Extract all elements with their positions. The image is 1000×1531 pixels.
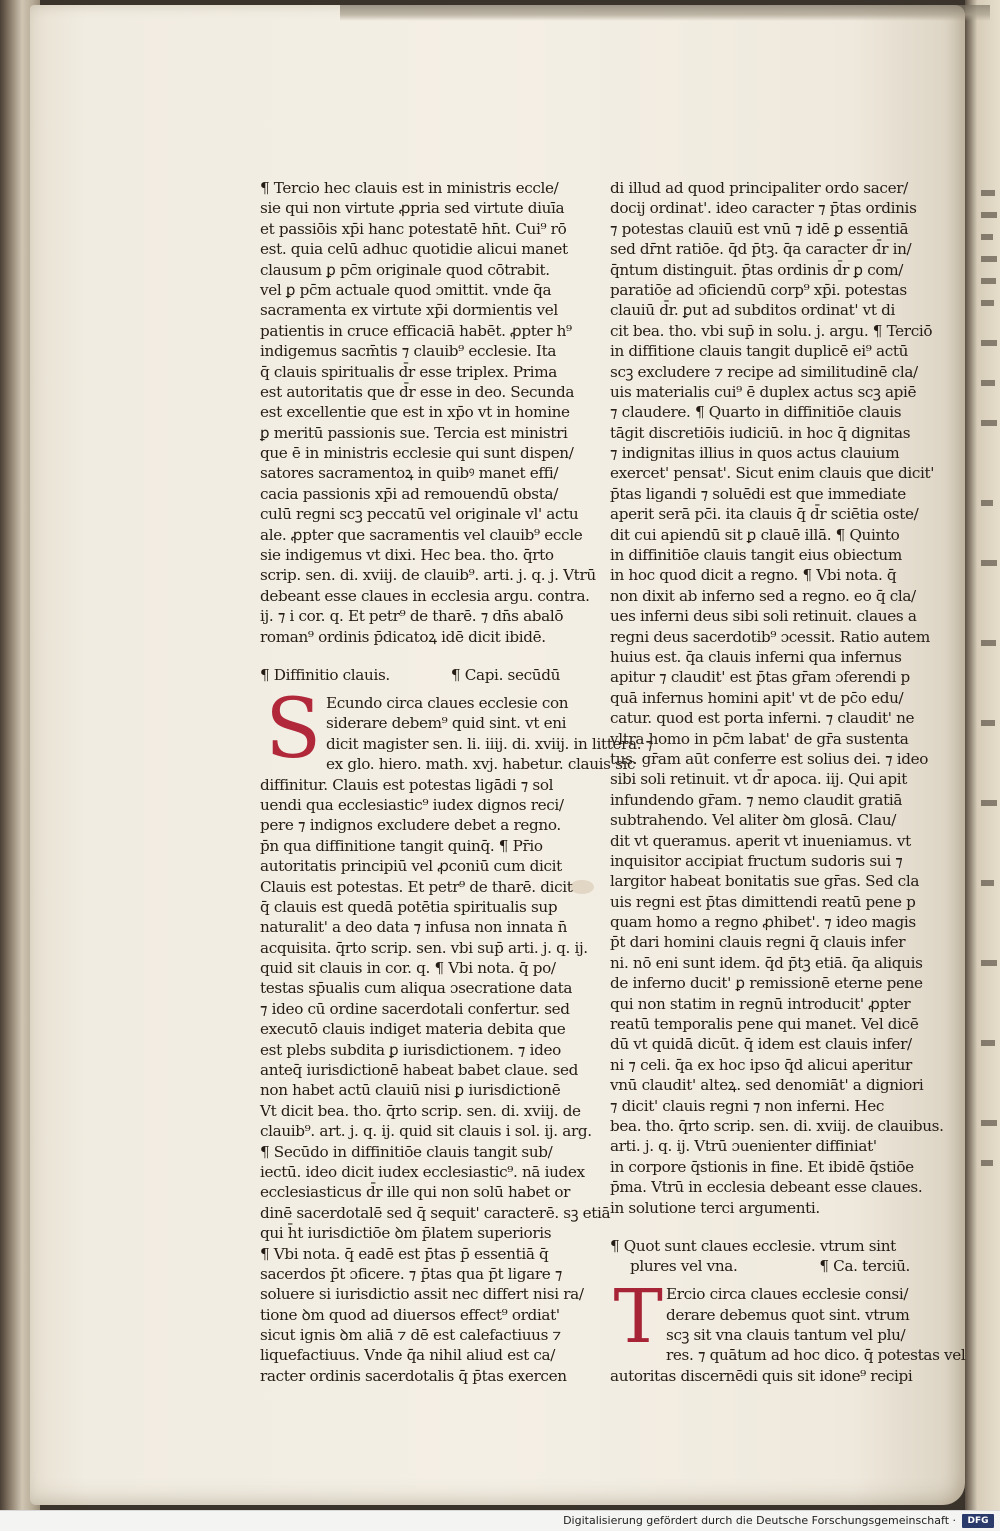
text-line: ⁊ claudere. ¶ Quarto in diffinitiōe clauis <box>610 403 902 422</box>
text-line: ¶ Secūdo in diffinitiōe clauis tangit sub/ <box>260 1142 553 1161</box>
text-line: in corpore q̄stionis in fine. Et ibidē q̄stiōe <box>610 1157 914 1176</box>
text-line: largitor habeat bonitatis sue gr̄as. Sed cla <box>610 872 920 891</box>
text-line: exercet' pensat'. Sicut enim clauis que dicit' <box>610 464 935 483</box>
text-line: qui non statim in regnū introducit' ꝓpter <box>610 994 911 1013</box>
text-line: que ē in ministris ecclesie qui sunt dispen/ <box>260 444 574 463</box>
funding-notice: Digitalisierung gefördert durch die Deutsche Forschungsgemeinschaft · <box>563 1514 956 1527</box>
text-line: ues inferni deus sibi soli retinuit. claues a <box>610 607 917 626</box>
right-column <box>610 178 966 1386</box>
text-line: p̄t dari homini clauis regni q̄ clauis infer <box>610 933 906 952</box>
text-line: huius est. q̄a clauis inferni qua infernus <box>610 647 902 666</box>
text-line: p̄n qua diffinitione tangit quinq̄. ¶ Pr̄io <box>260 836 543 855</box>
text-line: bea. tho. q̄rto scrip. sen. di. xviij. de clauibus. <box>610 1116 944 1135</box>
left-para2 <box>260 681 653 1386</box>
text-line: dit vt queramus. aperit vt inueniamus. vt <box>610 831 911 850</box>
heading-title: ¶ Quot sunt claues ecclesie. vtrum sint <box>610 1236 896 1255</box>
text-line: tione ꝺm quod ad diuersos effect⁹ ordiat' <box>260 1305 560 1324</box>
text-line: regni deus sacerdotib⁹ ɔcessit. Ratio autem <box>610 627 930 646</box>
chapter-label: ¶ Ca. terciū. <box>819 1257 910 1276</box>
text-line: diffinitur. Clauis est potestas ligādi ⁊ sol <box>260 775 554 794</box>
dfg-logo: DFG <box>962 1514 994 1528</box>
text-line: aperit serā pc̄i. ita clauis q̄ d̄r sciētia oste/ <box>610 505 919 524</box>
heading-row <box>610 1256 910 1278</box>
section-heading <box>260 665 560 687</box>
text-line: uendi qua ecclesiastic⁹ iudex dignos reci/ <box>260 795 564 814</box>
text-line: ex glo. hiero. math. xvj. habetur. clauis sic <box>326 755 636 774</box>
heading-title: ¶ Diffinitio clauis. <box>260 665 390 684</box>
text-line: in solutione terci argumenti. <box>610 1198 820 1217</box>
text-line: ale. ꝓpter que sacramentis vel clauib⁹ eccle <box>260 525 583 544</box>
text-line: dinē sacerdotalē sed q̄ sequit' caracterē. sꝫ etiā <box>260 1203 611 1222</box>
text-line: scꝫ excludere ⁊ recipe ad similitudinē cla/ <box>610 362 918 381</box>
text-line: indigemus sacm̄tis ⁊ clauib⁹ ecclesie. Ita <box>260 342 557 361</box>
right-para2 <box>610 1274 966 1386</box>
text-line: quam homo a regno ꝓhibet'. ⁊ ideo magis <box>610 913 916 932</box>
text-line: ⁊ potestas clauiū est vnū ⁊ idē ꝑ essentiā <box>610 219 909 238</box>
text-line: q̄ntum distinguit. p̄tas ordinis d̄r ꝑ com/ <box>610 260 904 279</box>
text-line: scꝫ sit vna clauis tantum vel plu/ <box>666 1326 906 1345</box>
text-line: sacerdos p̄t ɔficere. ⁊ p̄tas qua p̄t ligare ⁊ <box>260 1264 563 1283</box>
text-line: infundendo gr̄am. ⁊ nemo claudit gratiā <box>610 790 903 809</box>
text-line: siderare debem⁹ quid sint. vt eni <box>326 714 567 733</box>
text-line: sie indigemus vt dixi. Hec bea. tho. q̄rto <box>260 546 554 565</box>
page-top-edge <box>340 5 990 21</box>
text-line: reatū temporalis pene qui manet. Vel dicē <box>610 1015 919 1034</box>
text-line: docij ordinat'. ideo caracter ⁊ p̄tas ordinis <box>610 199 917 218</box>
text-line: scrip. sen. di. xviij. de clauib⁹. arti. j. q. j. Vtrū <box>260 566 596 585</box>
text-line: patientis in cruce efficaciā habēt. ꝓpter h⁹ <box>260 321 572 340</box>
text-line: naturalit' a deo data ⁊ infusa non innata n̄ <box>260 918 568 937</box>
text-line: clausum ꝑ pc̄m originale quod cōtrabit. <box>260 260 550 279</box>
text-line: in diffitione clauis tangit duplicē ei⁹ actū <box>610 342 909 361</box>
text-line: est excellentie que est in xp̄o vt in homine <box>260 403 570 422</box>
text-line: quā infernus homini apit' vt de pc̄o edu/ <box>610 688 904 707</box>
text-line: vel ꝑ pc̄m actuale quod ɔmittit. vnde q̄a <box>260 280 552 299</box>
left-para1 <box>260 178 596 647</box>
text-line: satores sacramentoꝝ in quibꝰ manet effi/ <box>260 464 559 483</box>
text-line: clauib⁹. art. j. q. ij. quid sit clauis i sol. ij. arg. <box>260 1122 592 1141</box>
text-line: culū regni scꝫ peccatū vel originale vl' actu <box>260 505 579 524</box>
text-line: ꝑ meritū passionis sue. Tercia est ministri <box>260 423 568 442</box>
text-line: liquefactiuus. Vnde q̄a nihil aliud est ca/ <box>260 1346 556 1365</box>
text-line: ¶ Vbi nota. q̄ eadē est p̄tas p̄ essentiā q̄ <box>260 1244 549 1263</box>
text-line: Vt dicit bea. tho. q̄rto scrip. sen. di. xviij. de <box>260 1101 581 1120</box>
heading-title-cont: plures vel vna. <box>630 1257 738 1276</box>
text-line: sie qui non virtute ꝓpria sed virtute diuīa <box>260 199 565 218</box>
text-line: cit bea. tho. vbi sup̄ in solu. j. argu. ¶ Terciō <box>610 321 933 340</box>
text-line: Clauis est potestas. Et petr⁹ de tharē. dicit <box>260 877 573 896</box>
text-line: soluere si iurisdictio assit nec differt nisi ra/ <box>260 1285 584 1304</box>
paper-stain <box>570 880 594 894</box>
text-line: sed dr̄nt ratiōe. q̄d p̄tꝫ. q̄a caracter d̄r in/ <box>610 240 912 259</box>
text-line: q̄ clauis spiritualis d̄r esse triplex. Prima <box>260 362 557 381</box>
text-line: tāgit discretiōis iudiciū. in hoc q̄ dignitas <box>610 423 911 442</box>
text-line: p̄ma. Vtrū in ecclesia debeant esse claues. <box>610 1178 923 1197</box>
text-line: in diffinitiōe clauis tangit eius obiectum <box>610 546 902 565</box>
text-line: dicit magister sen. li. iiij. di. xviij. in littera. ⁊ <box>326 734 653 753</box>
text-line: in hoc quod dicit a regno. ¶ Vbi nota. q̄ <box>610 566 897 585</box>
text-line: vltra homo in pc̄m labat' de gr̄a sustenta <box>610 729 909 748</box>
text-line: est plebs subdita ꝑ iurisdictionem. ⁊ ideo <box>260 1040 561 1059</box>
text-line: p̄tas ligandi ⁊ soluēdi est que immediate <box>610 484 906 503</box>
text-line: de inferno ducit' ꝑ remissionē eterne pene <box>610 974 923 993</box>
text-line: res. ⁊ quātum ad hoc dico. q̄ potestas vel <box>666 1346 966 1365</box>
text-line: ni. nō eni sunt idem. q̄d p̄tꝫ etiā. q̄a aliquis <box>610 953 923 972</box>
text-line: catur. quod est porta inferni. ⁊ claudit' ne <box>610 709 915 728</box>
text-line: ⁊ dicit' clauis regni ⁊ non inferni. Hec <box>610 1096 884 1115</box>
text-line: testas sp̄ualis cum aliqua ɔsecratione data <box>260 979 573 998</box>
text-line: arti. j. q. ij. Vtrū ɔuenienter diffiniat' <box>610 1137 877 1156</box>
text-line: est. quia celū adhuc quotidie alicui manet <box>260 240 568 259</box>
text-line: derare debemus quot sint. vtrum <box>666 1305 910 1324</box>
text-line: anteq̄ iurisdictionē habeat babet claue. sed <box>260 1061 579 1080</box>
text-line: acquisita. q̄rto scrip. sen. vbi sup̄ arti. j. q. ij. <box>260 938 588 957</box>
text-line: di illud ad quod principaliter ordo sacer/ <box>610 179 908 197</box>
text-line: Ercio circa claues ecclesie consi/ <box>666 1285 909 1304</box>
text-line: qui h̄t iurisdictiōe ꝺm p̄latem superioris <box>260 1224 552 1243</box>
text-line: dit cui apiendū sit ꝑ clauē illā. ¶ Quinto <box>610 525 900 544</box>
left-column <box>260 178 653 1386</box>
red-initial-letter: S <box>265 681 321 777</box>
facing-page <box>965 0 1000 1510</box>
text-line: ij. ⁊ i cor. q. Et petr⁹ de tharē. ⁊ dn̄s abalō <box>260 607 564 626</box>
text-line: uis materialis cui⁹ ē duplex actus scꝫ apiē <box>610 382 917 401</box>
text-line: Ecundo circa claues ecclesie con <box>326 693 569 712</box>
text-line: vnū claudit' alteꝝ. sed denomiāt' a digniori <box>610 1076 924 1095</box>
text-line: pere ⁊ indignos excludere debet a regno. <box>260 816 561 835</box>
text-line: autoritas discernēdi quis sit idone⁹ recipi <box>610 1366 913 1385</box>
text-line: sacramenta ex virtute xp̄i dormientis vel <box>260 301 558 320</box>
text-line: debeant esse claues in ecclesia argu. contra. <box>260 586 590 605</box>
text-line: subtrahendo. Vel aliter ꝺm glosā. Clau/ <box>610 811 897 830</box>
text-line: uis regni est p̄tas dimittendi reatū pene p <box>610 892 916 911</box>
text-line: ecclesiasticus d̄r ille qui non solū habet or <box>260 1183 571 1202</box>
text-line: non habet actū clauiū nisi ꝑ iurisdictionē <box>260 1081 561 1100</box>
text-line: iectū. ideo dicit iudex ecclesiastic⁹. nā iudex <box>260 1162 585 1181</box>
text-line: quid sit clauis in cor. q. ¶ Vbi nota. q̄ po/ <box>260 959 556 978</box>
text-line: sibi soli retinuit. vt d̄r apoca. iij. Qui apit <box>610 770 908 789</box>
footer-bar <box>0 1510 1000 1531</box>
right-para1 <box>610 178 944 1218</box>
text-line: ni ⁊ celi. q̄a ex hoc ipso q̄d alicui aperitur <box>610 1055 912 1074</box>
text-line: ⁊ indignitas illius in quos actus clauium <box>610 444 900 463</box>
text-line: ⁊ ideo cū ordine sacerdotali confertur. sed <box>260 999 570 1018</box>
text-line: apitur ⁊ claudit' est p̄tas gr̄am ɔferendi p <box>610 668 910 687</box>
text-line: est autoritatis que d̄r esse in deo. Secunda <box>260 382 575 401</box>
chapter-label: ¶ Capi. secūdū <box>450 665 560 684</box>
text-line: dū vt quidā dicūt. q̄ idem est clauis infer/ <box>610 1035 912 1054</box>
text-line: q̄ clauis est quedā potētia spiritualis sup <box>260 897 558 916</box>
text-line: paratiōe ad ɔficiendū corp⁹ xp̄i. potestas <box>610 280 907 299</box>
text-line: roman⁹ ordinis p̄dicatoꝝ idē dicit ibidē. <box>260 627 546 646</box>
text-line: racter ordinis sacerdotalis q̄ p̄tas exercen <box>260 1366 567 1385</box>
text-line: non dixit ab inferno sed a regno. eo q̄ cla/ <box>610 586 916 605</box>
text-line: tus. gr̄am aūt conferre est solius dei. ⁊ ideo <box>610 749 929 768</box>
text-line: executō clauis indiget materia debita que <box>260 1020 566 1039</box>
section-heading <box>610 1236 910 1278</box>
text-line: clauiū d̄r. ꝑut ad subditos ordinat' vt di <box>610 301 896 320</box>
text-line: inquisitor accipiat fructum sudoris sui ⁊ <box>610 851 903 870</box>
text-line: cacia passionis xp̄i ad remouendū obsta/ <box>260 484 558 503</box>
text-line: sicut ignis ꝺm aliā ⁊ dē est calefactiuus ⁊ <box>260 1326 561 1345</box>
text-line: et passiōis xp̄i hanc potestatē hn̄t. Cui⁹ rō <box>260 219 567 238</box>
text-line: ¶ Tercio hec clauis est in ministris eccle/ <box>260 179 559 197</box>
red-initial-letter: T <box>613 1274 663 1361</box>
text-line: autoritatis principiū vel ꝓconiū cum dicit <box>260 857 562 876</box>
